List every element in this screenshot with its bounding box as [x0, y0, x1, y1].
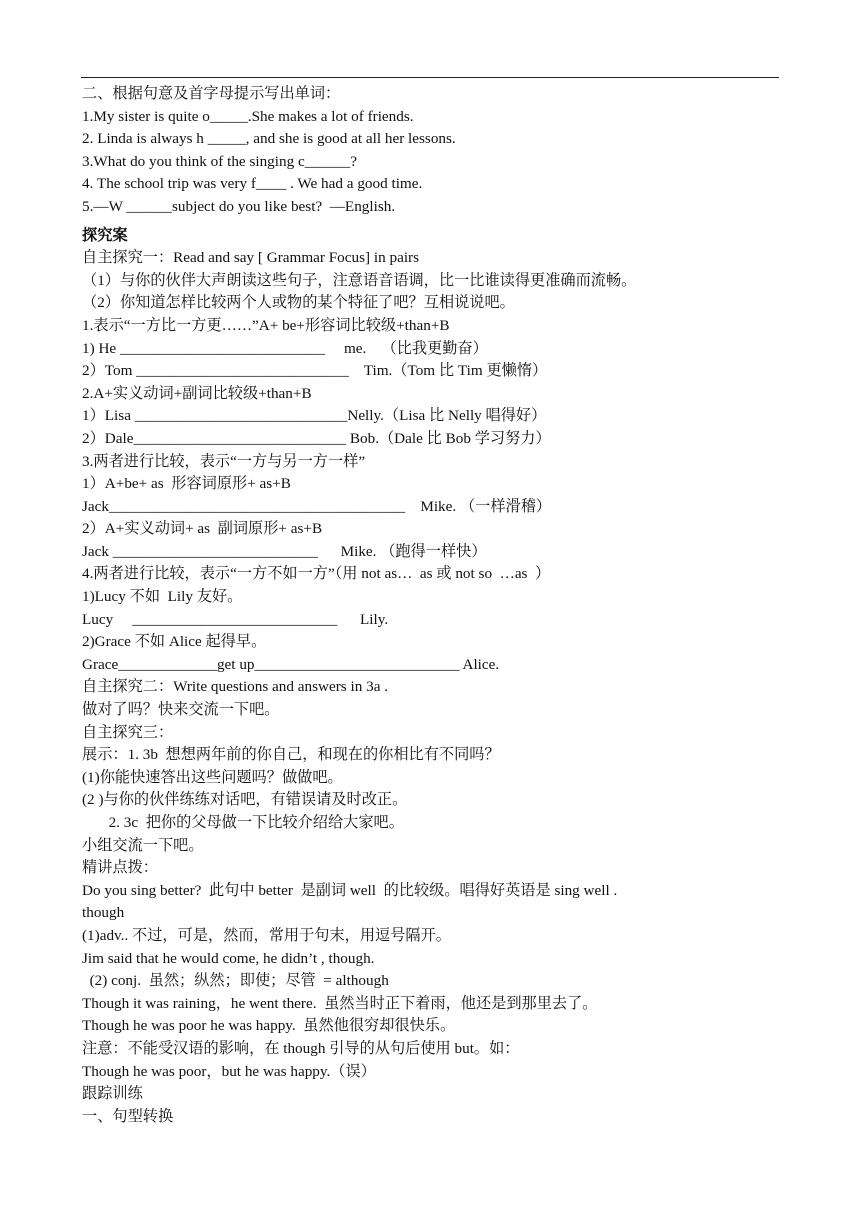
inquiry-line: Jack ___________________________ Mike. （跑得一样快） [82, 542, 487, 560]
inquiry-line: 1)Lucy 不如 Lily 友好。 [82, 588, 243, 606]
inquiry-line: 展示：1. 3b 想想两年前的你自己，和现在的你相比有不同吗？ [82, 746, 500, 764]
inquiry-line: (2 )与你的伙伴练练对话吧，有错误请及时改正。 [82, 791, 408, 809]
inquiry-line: Grace_____________get up___________________________ Alice. [82, 655, 500, 673]
section-two-title: 二、根据句意及首字母提示写出单词： [82, 85, 341, 102]
inquiry-line: (1)你能快速答出这些问题吗？做做吧。 [82, 768, 343, 786]
inquiry-line: 自主探究二：Write questions and answers in 3a . [82, 678, 389, 696]
inquiry-line: Though he was poor，but he was happy.（误） [82, 1062, 376, 1080]
top-divider-line [81, 77, 779, 78]
inquiry-line: Lucy ___________________________ Lily. [82, 610, 389, 628]
inquiry-line: 1）A+be+ as 形容词原形+ as+B [82, 475, 291, 493]
inquiry-line: Jack_______________________________________ Mike. （一样滑稽） [82, 497, 552, 515]
inquiry-line: 自主探究三： [82, 723, 174, 741]
inquiry-line: 跟踪训练 [82, 1085, 143, 1103]
inquiry-line: 精讲点拨： [82, 859, 158, 877]
inquiry-line: 1）Lisa ____________________________Nelly.（Lisa 比 Nelly 唱得好） [82, 407, 547, 425]
inquiry-line: 做对了吗？快来交流一下吧。 [82, 701, 280, 719]
inquiry-line: 2.A+实义动词+副词比较级+than+B [82, 384, 312, 402]
inquiry-line: Though it was raining，he went there. 虽然当时正下着雨，他还是到那里去了。 [82, 994, 598, 1012]
inquiry-line: 2）Tom ____________________________ Tim.（Tom 比 Tim 更懒惰） [82, 362, 548, 380]
inquiry-line: 注意：不能受汉语的影响，在 though 引导的从句后使用 but。如： [82, 1039, 520, 1057]
inquiry-line: 自主探究一：Read and say [ Grammar Focus] in pairs [82, 249, 420, 267]
inquiry-line: 3.两者进行比较，表示“一方与另一方一样” [82, 452, 366, 470]
inquiry-line: （2）你知道怎样比较两个人或物的某个特征了吧？互相说说吧。 [82, 294, 515, 312]
inquiry-line: 小组交流一下吧。 [82, 836, 204, 854]
worksheet-page [82, 83, 782, 1128]
inquiry-line: Jim said that he would come, he didn’t , though. [82, 949, 375, 967]
inquiry-line: 2. 3c 把你的父母做一下比较介绍给大家吧。 [82, 814, 404, 831]
fill-in-item-3: 3.What do you think of the singing c______? [82, 152, 358, 170]
inquiry-line: 2)Grace 不如 Alice 起得早。 [82, 633, 267, 651]
inquiry-line: 2）A+实义动词+ as 副词原形+ as+B [82, 520, 323, 538]
inquiry-line: (2) conj. 虽然；纵然；即使；尽管 = although [82, 972, 389, 990]
inquiry-line: though [82, 904, 125, 922]
fill-in-item-5: 5.—W ______subject do you like best? —English. [82, 197, 396, 215]
inquiry-line: 4.两者进行比较，表示“一方不如一方”（用 not as… as 或 not so …as ） [82, 565, 551, 583]
inquiry-line: （1）与你的伙伴大声朗读这些句子，注意语音语调，比一比谁读得更准确而流畅。 [82, 271, 637, 289]
inquiry-line: (1)adv.. 不过，可是，然而，常用于句末，用逗号隔开。 [82, 926, 451, 944]
inquiry-line: 2）Dale____________________________ Bob.（Dale 比 Bob 学习努力） [82, 429, 551, 447]
inquiry-line: Though he was poor he was happy. 虽然他很穷却很快乐。 [82, 1017, 456, 1035]
inquiry-heading: 探究案 [82, 226, 128, 244]
inquiry-line: 一、句型转换 [82, 1107, 174, 1125]
fill-in-item-2: 2. Linda is always h _____, and she is good at all her lessons. [82, 130, 456, 148]
inquiry-line: 1) He ___________________________ me. （比我更勤奋） [82, 339, 488, 357]
inquiry-line: Do you sing better? 此句中 better 是副词 well 的比较级。唱得好英语是 sing well . [82, 881, 618, 899]
inquiry-line: 1.表示“一方比一方更……”A+ be+形容词比较级+than+B [82, 316, 450, 334]
fill-in-item-4: 4. The school trip was very f____ . We had a good time. [82, 175, 423, 193]
fill-in-item-1: 1.My sister is quite o_____.She makes a lot of friends. [82, 107, 414, 125]
